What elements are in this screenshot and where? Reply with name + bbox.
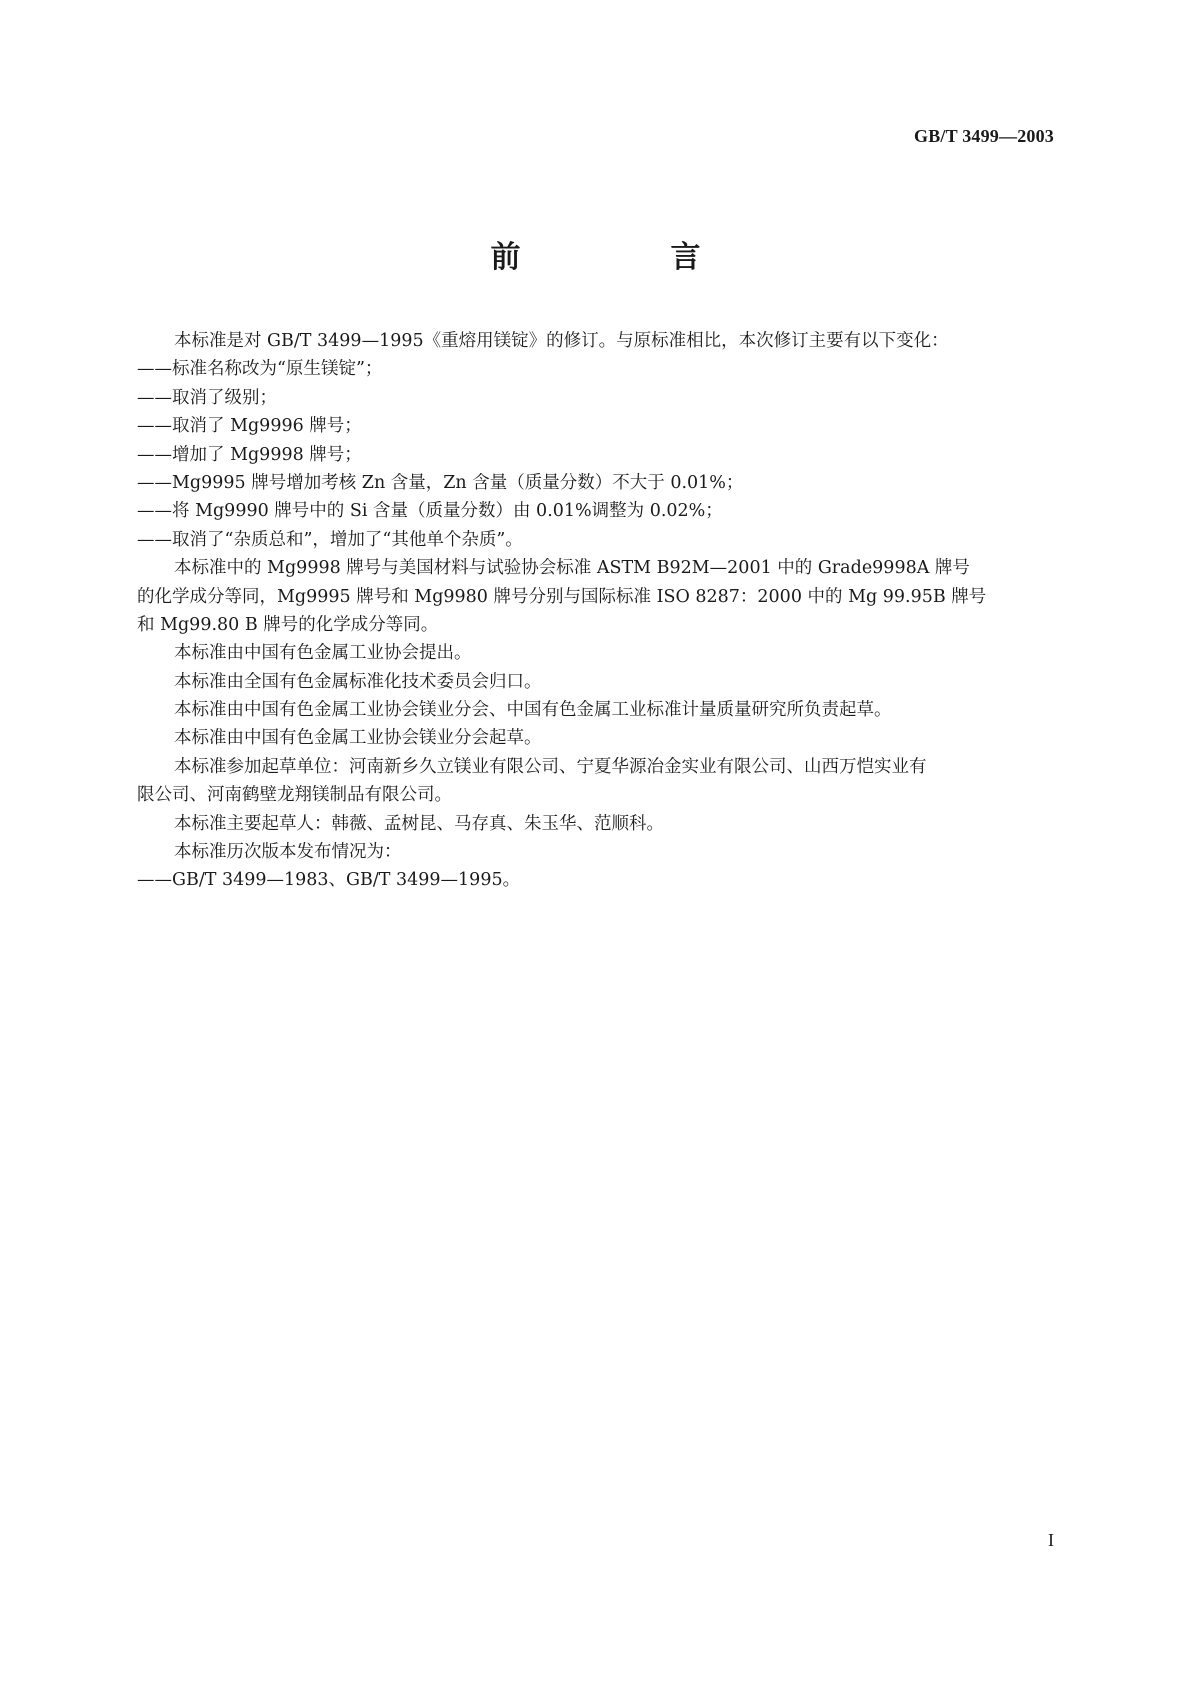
- page-number: I: [1048, 1530, 1054, 1550]
- paragraph-line: 本标准由全国有色金属标准化技术委员会归口。: [174, 671, 542, 692]
- page-title: 前 言: [490, 240, 761, 275]
- list-item: ——将 Mg9990 牌号中的 Si 含量（质量分数）由 0.01%调整为 0.02%；: [137, 501, 723, 522]
- list-item: ——取消了级别；: [137, 387, 277, 408]
- paragraph-line: 本标准是对 GB/T 3499—1995《重熔用镁锭》的修订。与原标准相比，本次修订主要有以下变化：: [174, 331, 949, 351]
- paragraph-line: 本标准由中国有色金属工业协会镁业分会、中国有色金属工业标准计量质量研究所负责起草。: [174, 700, 892, 721]
- list-item: ——增加了 Mg9998 牌号；: [137, 444, 362, 465]
- paragraph-line: 本标准历次版本发布情况为：: [174, 842, 402, 863]
- paragraph-line: 限公司、河南鹤壁龙翔镁制品有限公司。: [137, 785, 452, 806]
- list-item: ——Mg9995 牌号增加考核 Zn 含量，Zn 含量（质量分数）不大于 0.01%；: [137, 472, 744, 493]
- paragraph-line: 本标准中的 Mg9998 牌号与美国材料与试验协会标准 ASTM B92M—2001 中的 Grade9998A 牌号: [174, 558, 970, 579]
- list-item: ——标准名称改为“原生镁锭”；: [137, 359, 383, 380]
- list-item: ——GB/T 3499—1983、GB/T 3499—1995。: [137, 870, 521, 891]
- list-item: ——取消了“杂质总和”，增加了“其他单个杂质”。: [137, 529, 523, 550]
- paragraph-line: 本标准参加起草单位：河南新乡久立镁业有限公司、宁夏华源冶金实业有限公司、山西万恺实业有: [174, 756, 927, 777]
- paragraph-line: 本标准主要起草人：韩薇、孟树昆、马存真、朱玉华、范顺科。: [174, 813, 664, 834]
- paragraph-line: 和 Mg99.80 B 牌号的化学成分等同。: [137, 614, 439, 635]
- list-item: ——取消了 Mg9996 牌号；: [137, 416, 362, 437]
- paragraph-line: 的化学成分等同，Mg9995 牌号和 Mg9980 牌号分别与国际标准 ISO 8287：2000 中的 Mg 99.95B 牌号: [137, 586, 987, 607]
- standard-code: GB/T 3499—2003: [914, 126, 1054, 146]
- paragraph-line: 本标准由中国有色金属工业协会镁业分会起草。: [174, 728, 542, 749]
- paragraph-line: 本标准由中国有色金属工业协会提出。: [174, 643, 472, 664]
- foreword-body: [137, 327, 1054, 895]
